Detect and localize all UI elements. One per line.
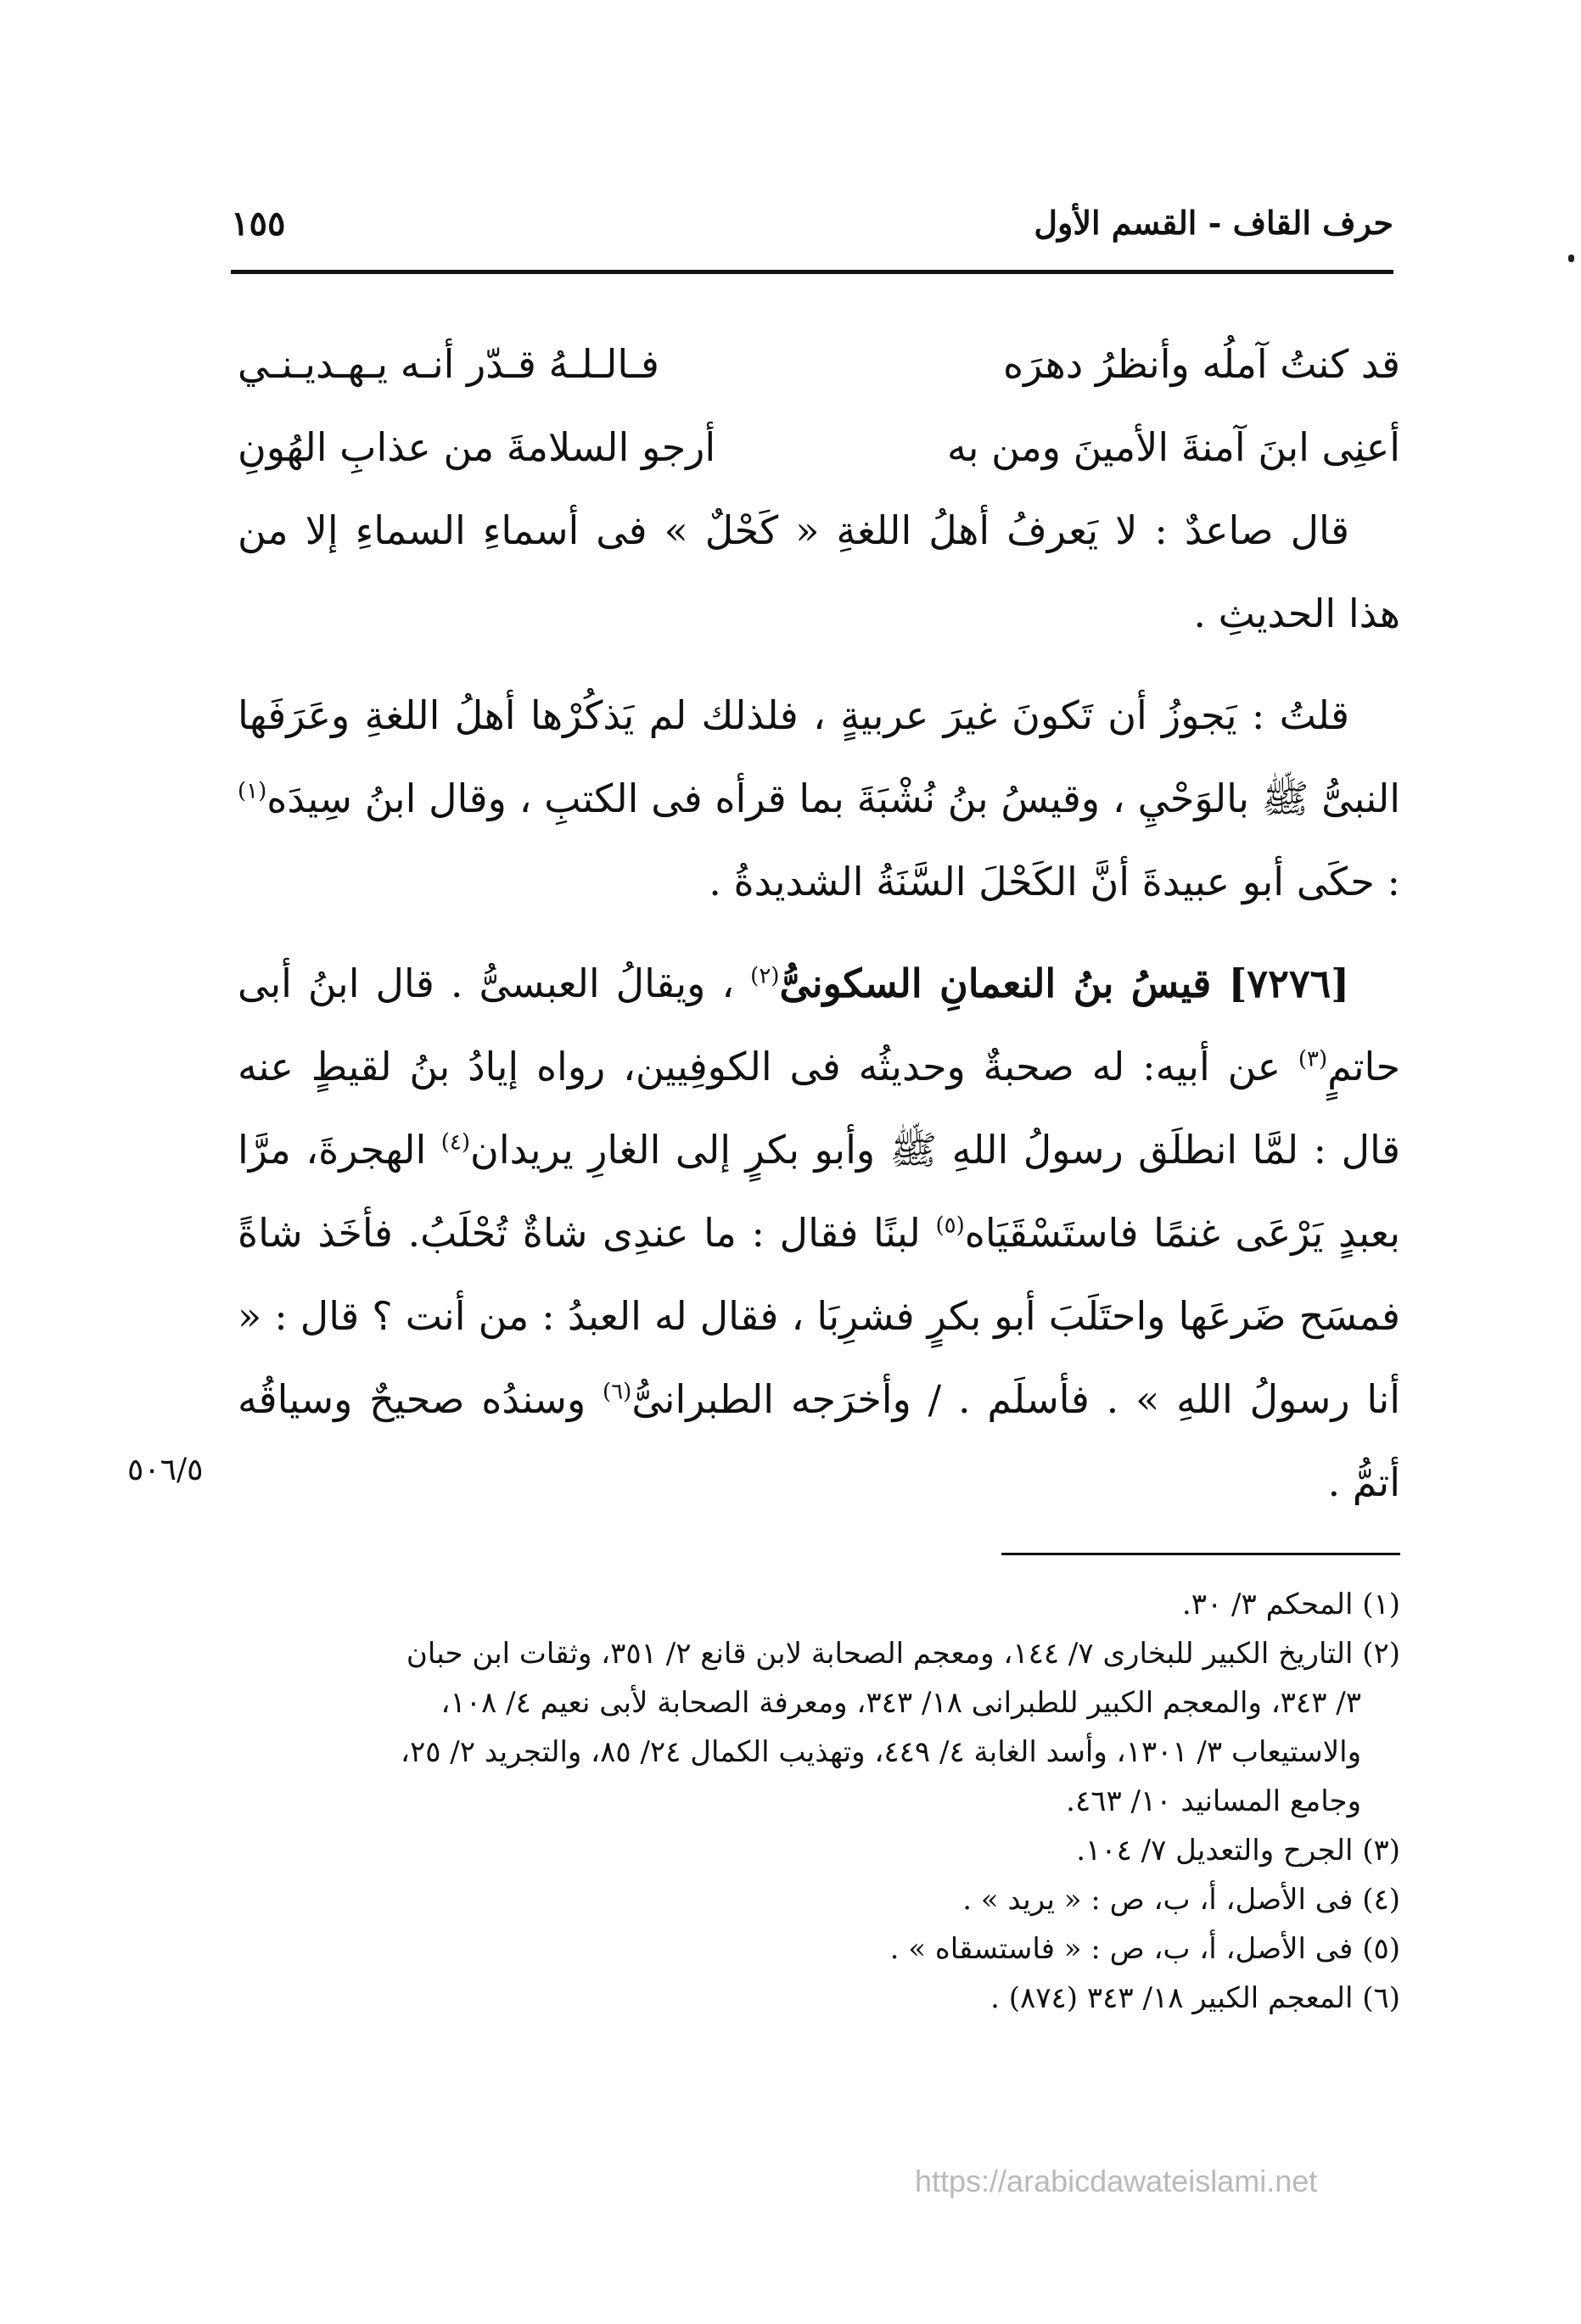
footnote-2-cont: ٣/ ٣٤٣، والمعجم الكبير للطبرانى ١٨/ ٣٤٣، ومعرفة الصحابة لأبى نعيم ٤/ ١٠٨،: [440, 1686, 1361, 1720]
main-text: [238, 322, 1400, 1524]
verse-line: [238, 406, 1400, 489]
footnote-divider: [1001, 1553, 1400, 1555]
running-header: [231, 204, 1393, 263]
verse-hemistich-right: أعنِى ابنَ آمنةَ الأمينَ ومن به: [946, 424, 1400, 470]
footnote-3: (٣) الجرح والتعديل ٧/ ١٠٤.: [1076, 1834, 1400, 1868]
verse-hemistich-left: أرجو السلامةَ من عذابِ الهُونِ: [238, 424, 716, 470]
verse-hemistich-right: قد كنتُ آملُه وأنظرُ دهرَه: [1002, 341, 1400, 387]
verse-line: [238, 322, 1400, 406]
entry-7276: [٧٢٧٦] قيسُ بنُ النعمانِ السكونىُّ$^{(٢)}$ ، ويقالُ العبسىُّ . قال ابنُ أبى حاتمٍ$^{(٣)}$ عن أبيه: له صحبةٌ وحديثُه فى الكوفِيين، رواه إيادُ بنُ لقيطٍ عنه قال : لمَّا انطلَق رسولُ اللهِ ﷺ وأبو بكرٍ إلى الغارِ يريدان$^{(٤)}$ الهجرةَ، مرَّا بعبدٍ يَرْعَى غنمًا فاستَسْقَيَاه$^{(٥)}$ لبنًا فقال : ما عندِى شاةٌ تُحْلَبُ. فأخَذ شاةً فمسَح ضَرعَها واحتَلَبَ أبو بكرٍ فشرِبَا ، فقال له العبدُ : من أنت ؟ قال : « أنا رسولُ اللهِ » . فأسلَم . / وأخرَجه الطبرانىُّ$^{(٦)}$ وسندُه صحيحٌ وسياقُه أتمُّ .: [238, 960, 1401, 1505]
footnote-ref[interactable]: (٣): [1298, 1046, 1328, 1072]
paragraph-qultu: قلتُ : يَجوزُ أن تَكونَ غيرَ عربيةٍ ، فلذلك لم يَذكُرْها أهلُ اللغةِ وعَرَفَها النبىُّ ﷺ بالوَحْيِ ، وقيسُ بنُ نُشْبَةَ بما قرأه فى الكتبِ ، وقال ابنُ سِيدَه$^{(١)}$ : حكَى أبو عبيدةَ أنَّ الكَحْلَ السَّنَةُ الشديدةُ .: [238, 692, 1400, 904]
header-divider: [231, 270, 1393, 274]
footnote-2-cont: والاستيعاب ٣/ ١٣٠١، وأسد الغابة ٤/ ٤٤٩، وتهذيب الكمال ٢٤/ ٨٥، والتجريد ٢/ ٢٥،: [400, 1735, 1361, 1769]
footnote-ref[interactable]: (٢): [750, 963, 780, 989]
paragraph-saed: قال صاعدٌ : لا يَعرفُ أهلُ اللغةِ « كَحْلٌ » فى أسماءِ السماءِ إلا من هذا الحديثِ .: [238, 507, 1400, 636]
entry-heading: [٧٢٧٦] قيسُ بنُ النعمانِ السكونىُّ: [779, 960, 1349, 1006]
scan-speck: [1568, 255, 1574, 262]
source-watermark: https://arabicdawateislami.net: [915, 2164, 1318, 2198]
footnote-2-cont: وجامع المسانيد ١٠/ ٤٦٣.: [1066, 1784, 1361, 1818]
footnote-6: (٦) المعجم الكبير ١٨/ ٣٤٣ (٨٧٤) .: [990, 1981, 1400, 2015]
footnote-4: (٤) فى الأصل، أ، ب، ص : « يريد » .: [962, 1883, 1400, 1917]
footnote-ref[interactable]: (١): [238, 778, 267, 804]
footnote-2: (٢) التاريخ الكبير للبخارى ٧/ ١٤٤، ومعجم الصحابة لابن قانع ٢/ ٣٥١، وثقات ابن حبان: [406, 1637, 1400, 1671]
margin-volume-page-ref: ٥٠٦/٥: [127, 1453, 204, 1487]
footnote-1: (١) المحكم ٣/ ٣٠.: [1181, 1588, 1400, 1621]
footnote-ref[interactable]: (٥): [935, 1212, 965, 1239]
footnote-ref[interactable]: (٦): [603, 1379, 632, 1405]
chapter-title: حرف القاف - القسم الأول: [1034, 204, 1393, 242]
verse-hemistich-left: فـالـلـهُ قـدّر أنـه يـهـديـنـي: [238, 341, 659, 387]
footnotes: [238, 1580, 1400, 2023]
footnote-5: (٥) فى الأصل، أ، ب، ص : « فاستسقاه » .: [889, 1932, 1400, 1966]
footnote-ref[interactable]: (٤): [440, 1129, 471, 1156]
page-number: ١٥٥: [231, 204, 286, 244]
